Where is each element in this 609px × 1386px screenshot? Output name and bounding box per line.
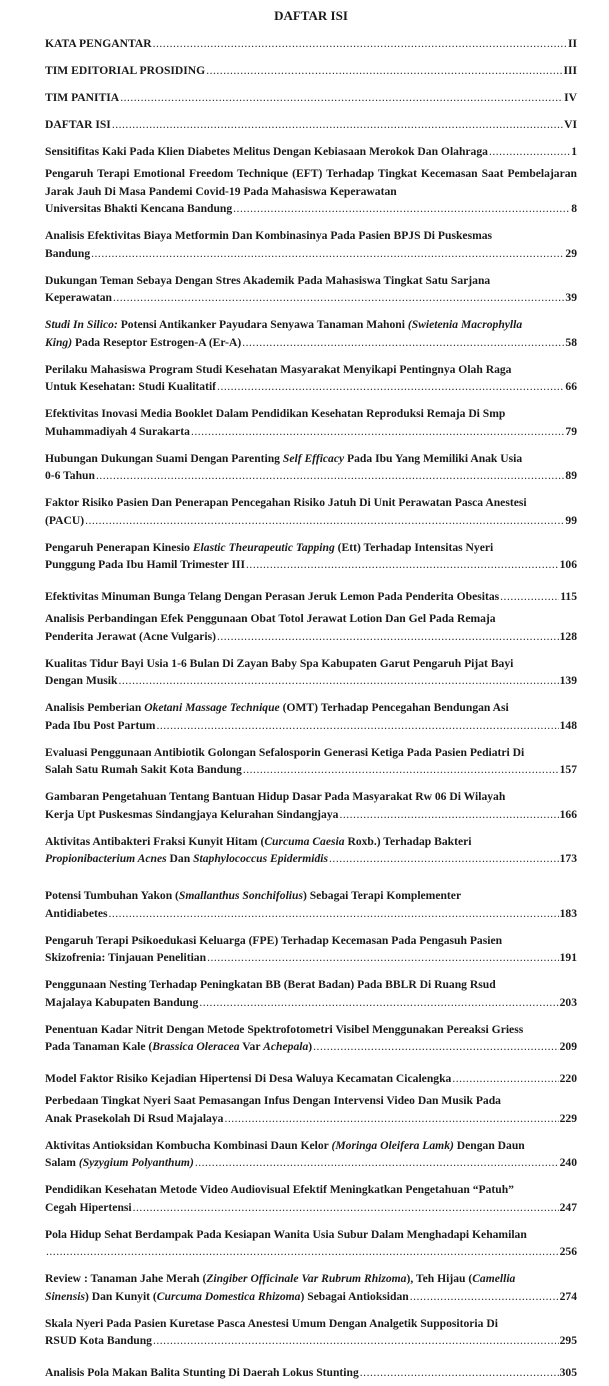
entry-title-tail (45, 949, 206, 967)
dot-leader (85, 512, 564, 530)
dot-leader (206, 62, 562, 80)
entry-title-tail (45, 334, 241, 352)
page-number: IV (564, 90, 577, 104)
toc-entry[interactable] (45, 1092, 577, 1127)
entry-title-lines (45, 887, 577, 905)
entry-last-line (45, 423, 577, 441)
title-text: Pada Ibu Post Partum (45, 718, 156, 732)
entry-last-line (45, 556, 577, 574)
italic-term: (Swietenia Macrophylla (407, 318, 523, 331)
page-number: II (567, 36, 577, 50)
entry-title-tail (45, 717, 155, 735)
italic-term: Propionibacterium Acnes (45, 852, 167, 865)
title-text: Kerja Upt Puskesmas Sindangjaya Kelurahan Sindangjaya (45, 807, 339, 821)
entry-title-tail (45, 1199, 132, 1217)
dot-leader (112, 116, 563, 134)
entry-label: DAFTAR ISI (45, 117, 111, 131)
dot-leader (329, 850, 559, 868)
title-text: Untuk Kesehatan: Studi Kualitatif (45, 380, 217, 393)
title-text: Cegah Hipertensi (45, 1200, 132, 1214)
title-text: Penggunaan Nesting Terhadap Peningkatan BB (Berat Badan) Pada BBLR Di Ruang Rsud (45, 978, 496, 991)
title-text: Analisis Perbandingan Efek Penggunaan Obat Totol Jerawat Lotion Dan Gel Pada Remaja (45, 612, 496, 625)
page-number: 295 (559, 1334, 577, 1347)
entry-title-lines (45, 1021, 577, 1039)
title-text: Roxb.) Terhadap Bakteri (344, 834, 472, 848)
toc-entry-front-matter[interactable] (45, 57, 577, 84)
entry-last-line (45, 994, 577, 1012)
page-number: 1 (571, 144, 577, 158)
toc-entry[interactable] (45, 138, 577, 165)
dot-leader (91, 245, 564, 263)
italic-term: Camellia (472, 1272, 516, 1285)
italic-term: Achepala (263, 1040, 309, 1053)
title-text: Salam (45, 1156, 79, 1169)
title-text: Sensitifitas Kaki Pada Klien Diabetes Melitus Dengan Kebiasaan Merokok Dan Olahraga (45, 144, 488, 158)
toc-entry[interactable] (45, 1137, 577, 1172)
title-text: Skala Nyeri Pada Pasien Kuretase Pasca Anestesi Umum Dengan Analgetik Suppositoria Di (45, 1316, 498, 1330)
entry-title-lines (45, 1226, 577, 1244)
dot-leader (120, 89, 563, 107)
page-number: 247 (559, 1200, 577, 1214)
entry-last-line (45, 200, 577, 218)
entry-title-tail (45, 806, 338, 824)
title-text: Model Faktor Risiko Kejadian Hipertensi Di Desa Waluya Kecamatan Cicalengka (45, 1071, 452, 1085)
title-text: Dukungan Teman Sebaya Dengan Stres Akademik Pada Mahasiswa Tingkat Satu Sarjana (45, 273, 491, 287)
entry-line (45, 62, 577, 80)
page-number: 183 (559, 906, 577, 920)
entry-title-lines (45, 744, 577, 762)
italic-term: Self Efficacy (282, 451, 345, 465)
toc-entry[interactable] (45, 539, 577, 574)
title-text: Universitas Bhakti Kencana Bandung (45, 202, 233, 215)
page-number: 39 (565, 291, 577, 304)
entry-line (45, 35, 577, 53)
toc-entry-front-matter[interactable] (45, 30, 577, 57)
page-number: 220 (559, 1071, 577, 1085)
title-text: Gambaran Pengetahuan Tentang Bantuan Hidup Dasar Pada Masyarakat Rw 06 Di Wilayah (45, 790, 506, 803)
dot-leader (199, 994, 558, 1012)
entry-last-line (45, 378, 577, 396)
entry-title-lines (45, 227, 577, 245)
italic-term: Curcuma Domestica Rhizoma (156, 1289, 301, 1303)
page-number: 58 (565, 335, 577, 349)
entry-last-line (45, 512, 577, 530)
dot-leader (489, 143, 570, 161)
title-text: Perbedaan Tingkat Nyeri Saat Pemasangan Infus Dengan Intervensi Video Dan Musik Pada (45, 1094, 501, 1107)
toc-entry[interactable] (45, 227, 577, 262)
entry-title-tail (45, 1110, 223, 1128)
italic-term: Sinensis (45, 1289, 85, 1303)
entry-title-tail (45, 245, 90, 263)
dot-leader (133, 1199, 559, 1217)
italic-term: King) (45, 335, 73, 349)
title-text: ) Dan Kunyit ( (84, 1289, 157, 1303)
title-text: Pada Reseptor Estrogen-A (Er-A) (72, 335, 242, 349)
entry-title-lines (45, 494, 577, 512)
entry-title-tail (45, 761, 242, 779)
entry-line (45, 89, 577, 107)
entry-title-tail (45, 200, 232, 218)
toc-entry[interactable] (45, 1021, 577, 1056)
title-text: ) Sebagai Terapi Komplementer (302, 889, 462, 902)
dot-leader (46, 1243, 559, 1261)
page-number: 191 (559, 951, 577, 964)
italic-term: Smallanthus Sonchifolius (178, 889, 303, 902)
entry-title-lines (45, 539, 577, 557)
entry-last-line (45, 850, 577, 868)
entry-title-tail (45, 467, 95, 485)
toc-entry[interactable] (45, 1270, 577, 1305)
title-text: Pengaruh Penerapan Kinesio (45, 540, 193, 554)
title-text: Pengaruh Terapi Psikoedukasi Keluarga (FPE) Terhadap Kecemasan Pada Pengasuh Pasien (45, 933, 503, 947)
page-number: 79 (565, 424, 577, 438)
title-text: Efektivitas Inovasi Media Booklet Dalam Pendidikan Kesehatan Reproduksi Remaja Di Smp (45, 407, 506, 420)
dot-leader (243, 761, 559, 779)
title-text: Aktivitas Antibakteri Fraksi Kunyit Hitam ( (45, 834, 265, 848)
title-text: (Ett) Terhadap Intensitas Nyeri (334, 540, 494, 554)
dot-leader (242, 334, 564, 352)
entry-line (45, 116, 577, 134)
toc-entry[interactable] (45, 833, 577, 868)
toc-entry[interactable] (45, 1226, 577, 1261)
entry-last-line (45, 905, 577, 923)
entry-title-lines (45, 405, 577, 423)
document-page (45, 0, 577, 1386)
entry-title-tail (45, 1288, 409, 1306)
title-text: Potensi Tumbuhan Yakon ( (45, 889, 179, 902)
page-number: 106 (559, 558, 577, 571)
toc-entry[interactable] (45, 361, 577, 396)
title-text: RSUD Kota Bandung (45, 1334, 152, 1347)
entry-title-tail (45, 588, 499, 606)
title-text: 0-6 Tahun (45, 469, 95, 482)
italic-term: Curcuma Caesia (264, 834, 345, 848)
dot-leader (113, 289, 564, 307)
toc-entry[interactable] (45, 744, 577, 779)
entry-last-line (45, 289, 577, 307)
title-text: Pola Hidup Sehat Berdampak Pada Kesiapan Wanita Usia Subur Dalam Menghadapi Kehamilan (45, 1227, 527, 1241)
entry-title-lines (45, 1270, 577, 1288)
entry-title-tail (45, 378, 216, 396)
page-number: 157 (559, 763, 577, 776)
entry-title-tail (45, 423, 190, 441)
dot-leader (246, 556, 559, 574)
title-text: Pendidikan Kesehatan Metode Video Audiovisual Efektif Meningkatkan Pengetahuan “Patuh” (45, 1183, 514, 1196)
page-number: 256 (559, 1245, 577, 1258)
page-number: 209 (559, 1040, 577, 1053)
dot-leader (191, 423, 564, 441)
entry-last-line (45, 1332, 577, 1350)
entry-title-lines (45, 361, 577, 379)
page-number: 173 (559, 852, 577, 865)
page-number: 139 (559, 674, 577, 687)
italic-term: Staphylococcus Epidermidis (193, 852, 329, 865)
title-text: Bandung (45, 246, 91, 260)
title-text: Keperawatan (45, 291, 112, 304)
page-number: 148 (559, 718, 577, 732)
toc-entry[interactable] (45, 272, 577, 307)
toc-entry[interactable] (45, 699, 577, 734)
page-number: 29 (565, 246, 577, 260)
entry-last-line (45, 245, 577, 263)
page-number: 240 (559, 1156, 577, 1169)
toc-entry[interactable] (45, 1359, 577, 1386)
title-text: Antidiabetes (45, 906, 108, 920)
title-text: Pada Tanaman Kale ( (45, 1040, 153, 1053)
entry-title-tail (45, 1154, 194, 1172)
entry-last-line (45, 1364, 577, 1382)
dot-leader (410, 1288, 559, 1306)
entry-title-lines (45, 833, 577, 851)
dot-leader (360, 1364, 559, 1382)
title-text: Dengan Daun (453, 1138, 525, 1152)
entry-title-lines (45, 1181, 577, 1199)
entry-last-line (45, 717, 577, 735)
toc-entry-front-matter[interactable] (45, 84, 577, 111)
entry-title-tail (45, 994, 198, 1012)
title-text: Review : Tanaman Jahe Merah ( (45, 1272, 207, 1285)
title-text: Punggung Pada Ibu Hamil Trimester III (45, 558, 246, 571)
dot-leader (452, 1070, 558, 1088)
entry-title-tail (45, 556, 245, 574)
dot-leader (108, 905, 558, 923)
toc-entry[interactable] (45, 316, 577, 351)
title-text: Analisis Pemberian (45, 701, 145, 714)
front-matter-list (45, 30, 577, 138)
entry-last-line (45, 143, 577, 161)
toc-entry[interactable] (45, 610, 577, 645)
title-text: Anak Prasekolah Di Rsud Majalaya (45, 1111, 224, 1125)
italic-term: Studi In Silico: (45, 318, 118, 331)
toc-entry[interactable] (45, 932, 577, 967)
entry-title-tail (45, 850, 328, 868)
page-number: 166 (559, 807, 577, 821)
article-list (45, 138, 577, 1386)
dot-leader (313, 1038, 558, 1056)
entry-last-line (45, 467, 577, 485)
toc-entry[interactable] (45, 655, 577, 690)
toc-entry[interactable] (45, 1065, 577, 1092)
page-number: 203 (559, 995, 577, 1009)
title-text: (PACU) (45, 513, 85, 527)
entry-label: TIM EDITORIAL PROSIDING (45, 63, 206, 77)
entry-title-tail (45, 1070, 451, 1088)
title-text: ) (308, 1040, 313, 1053)
entry-title-tail (45, 289, 112, 307)
entry-title-lines (45, 1315, 577, 1333)
page-number: 66 (565, 380, 577, 393)
title-text: Pengaruh Terapi Emotional Freedom Technique (EFT) Terhadap Tingkat Kecemasan Saat Pembelajaran Jarak Jauh Di Masa Pandemi Covid-19 Pada Mahasiswa Keperawatan (45, 167, 577, 198)
title-text: Analisis Pola Makan Balita Stunting Di Daerah Lokus Stunting (45, 1365, 359, 1379)
title-text: Perilaku Mahasiswa Program Studi Kesehatan Masyarakat Menyikapi Pentingnya Olah Raga (45, 362, 512, 376)
entry-last-line (45, 1154, 577, 1172)
page-number: 89 (565, 469, 577, 482)
entry-last-line (45, 1110, 577, 1128)
page-number: 115 (560, 589, 577, 603)
entry-title-lines (45, 1137, 577, 1155)
entry-last-line (45, 1038, 577, 1056)
entry-title-lines (45, 272, 577, 290)
title-text: Dengan Musik (45, 674, 118, 687)
italic-term: Zingiber Officinale Var Rubrum Rhizoma (206, 1272, 407, 1285)
title-text: Faktor Risiko Pasien Dan Penerapan Pencegahan Risiko Jatuh Di Unit Perawatan Pasca Anestesi (45, 496, 527, 509)
italic-term: Elastic Theurapeutic Tapping (192, 540, 335, 554)
entry-last-line (45, 1288, 577, 1306)
page-number: VI (564, 117, 577, 131)
entry-title-lines (45, 450, 577, 468)
entry-title-tail (45, 143, 488, 161)
dot-leader (217, 628, 559, 646)
title-text: Hubungan Dukungan Suami Dengan Parenting (45, 451, 283, 465)
toc-entry[interactable] (45, 583, 577, 610)
title-text: Aktivitas Antioksidan Kombucha Kombinasi Daun Kelor (45, 1138, 332, 1152)
title-text: Potensi Antikanker Payudara Senyawa Tanaman Mahoni (117, 318, 408, 331)
title-text: ), Teh Hijau ( (406, 1272, 473, 1285)
entry-title-lines (45, 699, 577, 717)
dot-leader (195, 1154, 559, 1172)
entry-title-lines (45, 165, 577, 200)
title-text: Efektivitas Minuman Bunga Telang Dengan Perasan Jeruk Lemon Pada Penderita Obesitas (45, 589, 500, 603)
toc-entry[interactable] (45, 165, 577, 218)
page-number: 229 (559, 1111, 577, 1125)
title-text: Muhammadiyah 4 Surakarta (45, 424, 190, 438)
toc-entry[interactable] (45, 405, 577, 440)
page-number: 99 (565, 513, 577, 527)
title-text: Salah Satu Rumah Sakit Kota Bandung (45, 763, 242, 776)
page-number: 305 (559, 1365, 577, 1379)
entry-title-lines (45, 932, 577, 950)
title-text: (OMT) Terhadap Pencegahan Bendungan Asi (279, 701, 509, 714)
title-text: Skizofrenia: Tinjauan Penelitian (45, 951, 207, 964)
entry-last-line (45, 806, 577, 824)
page-title: DAFTAR ISI (274, 8, 348, 23)
toc-entry[interactable] (45, 788, 577, 823)
entry-last-line (45, 761, 577, 779)
entry-label: TIM PANITIA (45, 90, 120, 104)
dot-leader (339, 806, 558, 824)
toc-entry[interactable] (45, 494, 577, 529)
title-text: Penentuan Kadar Nitrit Dengan Metode Spektrofotometri Visibel Menggunakan Pereaksi Griess (45, 1022, 524, 1036)
toc-entry-front-matter[interactable] (45, 111, 577, 138)
title-text: Pada Ibu Yang Memiliki Anak Usia (344, 451, 523, 465)
title-text: Penderita Jerawat (Acne Vulgaris) (45, 629, 216, 643)
dot-leader (118, 672, 558, 690)
italic-term: Brassica Oleracea (152, 1040, 240, 1053)
entry-title-tail (45, 628, 216, 646)
italic-term: (Moringa Oleifera Lamk) (331, 1138, 454, 1152)
entry-last-line (45, 1199, 577, 1217)
toc-entry[interactable] (45, 887, 577, 922)
toc-entry[interactable] (45, 450, 577, 485)
italic-term: (Syzygium Polyanthum) (78, 1156, 194, 1169)
entry-last-line (45, 949, 577, 967)
entry-title-tail (45, 512, 84, 530)
dot-leader (233, 200, 570, 218)
entry-last-line (45, 1070, 577, 1088)
entry-last-line (45, 672, 577, 690)
title-text: Majalaya Kabupaten Bandung (45, 995, 199, 1009)
entry-last-line (45, 628, 577, 646)
toc-entry[interactable] (45, 976, 577, 1011)
page-number: III (563, 63, 577, 77)
dot-leader (156, 717, 558, 735)
entry-title-lines (45, 788, 577, 806)
entry-title-tail (45, 672, 117, 690)
toc-entry[interactable] (45, 1181, 577, 1216)
dot-leader (153, 1332, 559, 1350)
page-number: 274 (559, 1289, 577, 1303)
entry-title-lines (45, 1092, 577, 1110)
dot-leader (96, 467, 564, 485)
title-text: ) Sebagai Antioksidan (300, 1289, 409, 1303)
entry-label: KATA PENGANTAR (45, 36, 152, 50)
entry-title-lines (45, 655, 577, 673)
entry-last-line (45, 588, 577, 606)
entry-title-lines (45, 976, 577, 994)
entry-title-lines (45, 610, 577, 628)
toc-entry[interactable] (45, 1315, 577, 1350)
page-number: 128 (559, 629, 577, 643)
entry-title-tail (45, 1332, 152, 1350)
entry-title-lines (45, 316, 577, 334)
entry-title-tail (45, 1364, 359, 1382)
title-text: Dan (166, 852, 194, 865)
dot-leader (153, 35, 567, 53)
title-text: Kualitas Tidur Bayi Usia 1-6 Bulan Di Zayan Baby Spa Kabupaten Garut Pengaruh Pijat Bayi (45, 656, 514, 670)
dot-leader (217, 378, 564, 396)
entry-title-tail (45, 905, 107, 923)
dot-leader (207, 949, 559, 967)
title-text: Var (239, 1040, 264, 1053)
entry-last-line (45, 334, 577, 352)
page-number: 8 (571, 202, 577, 215)
italic-term: Oketani Massage Technique (144, 701, 280, 714)
table-of-contents (45, 30, 577, 1386)
entry-title-tail (45, 1038, 312, 1056)
entry-last-line (45, 1243, 577, 1261)
dot-leader (224, 1110, 558, 1128)
title-text: Analisis Efektivitas Biaya Metformin Dan Kombinasinya Pada Pasien BPJS Di Puskesmas (45, 229, 493, 242)
title-text: Evaluasi Penggunaan Antibiotik Golongan Sefalosporin Generasi Ketiga Pada Pasien Pediatri Di (45, 745, 525, 759)
dot-leader (500, 588, 559, 606)
